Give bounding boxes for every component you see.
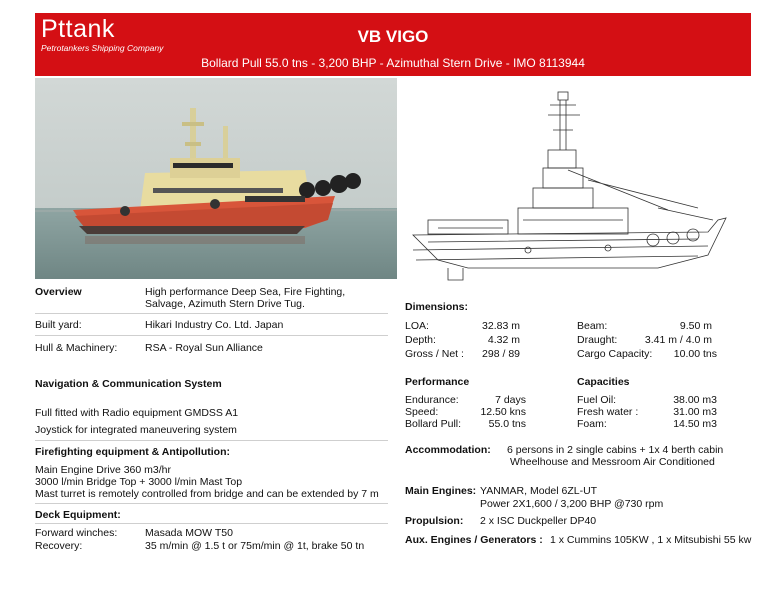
endurance-label: Endurance:: [405, 394, 459, 406]
depth-value: 4.32 m: [487, 334, 520, 346]
endurance-value: 7 days: [495, 394, 526, 406]
cargo-capacity-label: Cargo Capacity:: [577, 348, 653, 360]
navigation-line-1: Full fitted with Radio equipment GMDSS A1: [35, 407, 239, 419]
hull-machinery-label: Hull & Machinery:: [35, 342, 118, 354]
capacities-heading: Capacities: [577, 376, 630, 388]
vessel-title: VB VIGO: [357, 27, 429, 46]
navigation-line-2: Joystick for integrated maneuvering system: [35, 424, 237, 436]
overview-line-2: Salvage, Azimuth Stern Drive Tug.: [145, 298, 305, 310]
fresh-water-value: 31.00 m3: [673, 406, 717, 418]
firefighting-line-1: Main Engine Drive 360 m3/hr: [35, 464, 171, 476]
general-arrangement-drawing: [408, 90, 728, 285]
divider: [35, 335, 388, 336]
header-banner: [35, 13, 751, 76]
brand-subtitle: Petrotankers Shipping Company: [41, 43, 164, 53]
vessel-subtitle: Bollard Pull 55.0 tns - 3,200 BHP - Azimuthal Stern Drive - IMO 8113944: [201, 56, 585, 70]
bollard-pull-label: Bollard Pull:: [405, 418, 462, 430]
fuel-oil-label: Fuel Oil:: [577, 394, 617, 406]
gross-net-value: 298 / 89: [482, 348, 520, 360]
foam-value: 14.50 m3: [673, 418, 717, 430]
fresh-water-label: Fresh water :: [577, 406, 639, 418]
bollard-pull-value: 55.0 tns: [488, 418, 526, 430]
tug-photo: [35, 78, 397, 279]
propulsion-label: Propulsion:: [405, 515, 464, 527]
performance-heading: Performance: [405, 376, 470, 388]
divider: [35, 523, 388, 524]
aux-engines-label: Aux. Engines / Generators :: [405, 534, 543, 546]
main-engines-line-2: Power 2X1,600 / 3,200 BHP @730 rpm: [480, 498, 664, 510]
overview-label: Overview: [35, 286, 82, 298]
accommodation-line-1: 6 persons in 2 single cabins + 1x 4 berth cabin: [507, 444, 724, 456]
firefighting-heading: Firefighting equipment & Antipollution:: [35, 446, 230, 458]
deck-equipment-heading: Deck Equipment:: [35, 509, 121, 521]
cargo-capacity-value: 10.00 tns: [673, 348, 717, 360]
recovery-value: 35 m/min @ 1.5 t or 75m/min @ 1t, brake 50 tn: [145, 540, 365, 552]
loa-label: LOA:: [405, 320, 429, 332]
gross-net-label: Gross / Net :: [405, 348, 464, 360]
beam-value: 9.50 m: [679, 320, 712, 332]
recovery-label: Recovery:: [35, 540, 83, 552]
accommodation-label: Accommodation:: [405, 444, 491, 456]
dimensions-heading: Dimensions:: [405, 301, 469, 313]
hull-machinery-value: RSA - Royal Sun Alliance: [145, 342, 263, 354]
loa-value: 32.83 m: [482, 320, 520, 332]
speed-label: Speed:: [405, 406, 439, 418]
built-yard-value: Hikari Industry Co. Ltd. Japan: [145, 319, 284, 331]
brand-logo: Pttank: [41, 15, 115, 43]
forward-winches-label: Forward winches:: [35, 527, 118, 539]
forward-winches-value: Masada MOW T50: [145, 527, 233, 539]
divider: [35, 503, 388, 504]
firefighting-line-3: Mast turret is remotely controlled from bridge and can be extended by 7 m: [35, 488, 379, 500]
draught-label: Draught:: [577, 334, 618, 346]
main-engines-label: Main Engines:: [405, 485, 477, 497]
propulsion-value: 2 x ISC Duckpeller DP40: [480, 515, 597, 527]
accommodation-line-2: Wheelhouse and Messroom Air Conditioned: [510, 456, 715, 468]
built-yard-label: Built yard:: [35, 319, 82, 331]
foam-label: Foam:: [577, 418, 607, 430]
draught-value: 3.41 m / 4.0 m: [644, 334, 712, 346]
firefighting-line-2: 3000 l/min Bridge Top + 3000 l/min Mast Top: [35, 476, 243, 488]
main-engines-line-1: YANMAR, Model 6ZL-UT: [480, 485, 598, 497]
overview-line-1: High performance Deep Sea, Fire Fighting,: [145, 286, 346, 298]
divider: [35, 313, 388, 314]
depth-label: Depth:: [405, 334, 436, 346]
beam-label: Beam:: [577, 320, 608, 332]
divider: [35, 440, 388, 441]
aux-engines-value: 1 x Cummins 105KW , 1 x Mitsubishi 55 kw: [550, 534, 752, 546]
fuel-oil-value: 38.00 m3: [673, 394, 717, 406]
speed-value: 12.50 kns: [480, 406, 526, 418]
navigation-heading: Navigation & Communication System: [35, 378, 222, 390]
